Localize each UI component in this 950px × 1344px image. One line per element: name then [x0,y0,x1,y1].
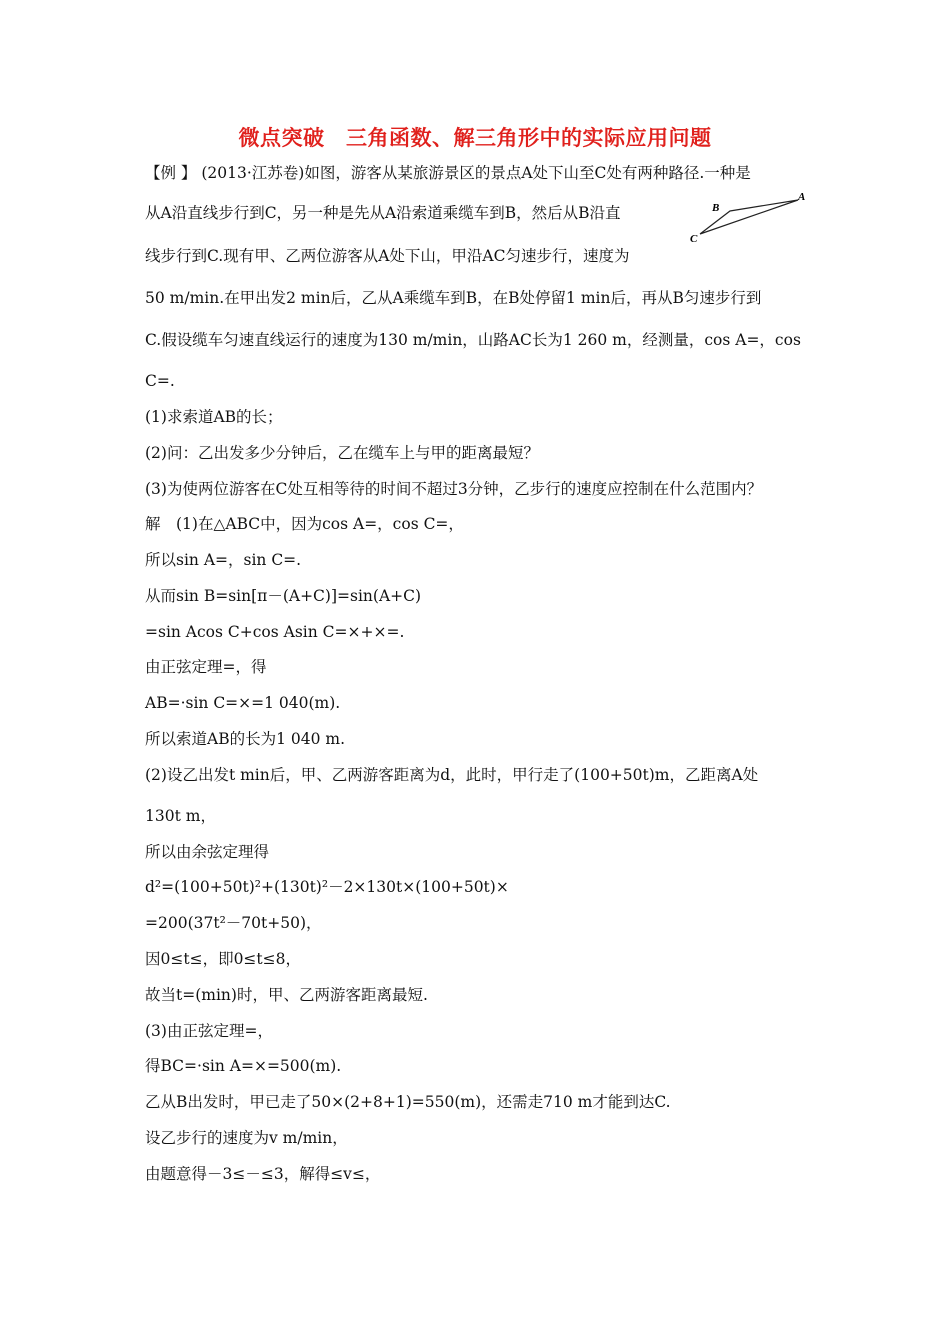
text-line: 得BC=·sin A=×=500(m). [145,1057,342,1075]
page-title: 微点突破 三角函数、解三角形中的实际应用问题 [238,126,712,150]
text-line: 【例 】 (2013·江苏卷)如图，游客从某旅游景区的景点A处下山至C处有两种路径.一种是 [145,164,751,182]
text-line: C.假设缆车匀速直线运行的速度为130 m/min，山路AC长为1 260 m，经测量，cos A=，cos [145,331,801,349]
text-line: (2)问：乙出发多少分钟后，乙在缆车上与甲的距离最短？ [145,444,539,462]
text-line: AB=·sin C=×=1 040(m). [145,694,341,712]
text-line: 所以由余弦定理得 [145,843,270,861]
text-line: (3)为使两位游客在C处互相等待的时间不超过3分钟，乙步行的速度应控制在什么范围内？ [145,480,763,498]
text-line: =sin Acos C+cos Asin C=×+×=. [145,623,405,641]
text-line: 130t m， [145,807,216,825]
text-line: 线步行到C.现有甲、乙两位游客从A处下山，甲沿AC匀速步行，速度为 [145,247,630,265]
text-line: 从A沿直线步行到C，另一种是先从A沿索道乘缆车到B，然后从B沿直 [145,204,621,222]
text-line: 因0≤t≤，即0≤t≤8， [145,950,301,968]
text-line: 由题意得－3≤－≤3，解得≤v≤， [145,1165,381,1183]
text-line: d²=(100+50t)²+(130t)²－2×130t×(100+50t)× [145,878,509,896]
triangle-diagram [690,188,815,246]
text-line: 从而sin B=sin[π－(A+C)]=sin(A+C) [145,587,422,605]
text-line: 50 m/min.在甲出发2 min后，乙从A乘缆车到B，在B处停留1 min后，再从B匀速步行到 [145,289,762,307]
text-line: 故当t=(min)时，甲、乙两游客距离最短. [145,986,428,1004]
text-line: C=. [145,372,175,390]
vertex-label-c: C [690,233,698,245]
vertex-label-a: A [798,191,806,203]
text-line: =200(37t²－70t+50)， [145,914,322,932]
text-line: (1)求索道AB的长； [145,408,283,426]
text-line: 所以索道AB的长为1 040 m. [145,730,346,748]
text-line: 乙从B出发时，甲已走了50×(2+8+1)=550(m)，还需走710 m才能到达C. [145,1093,671,1111]
text-line: (2)设乙出发t min后，甲、乙两游客距离为d，此时，甲行走了(100+50t)m，乙距离A处 [145,766,759,784]
text-line: 由正弦定理=，得 [145,658,267,676]
text-line: 解 (1)在△ABC中，因为cos A=，cos C=， [145,515,464,533]
text-line: (3)由正弦定理=， [145,1022,273,1040]
vertex-label-b: B [712,202,720,214]
text-line: 设乙步行的速度为v m/min， [145,1129,348,1147]
text-line: 所以sin A=，sin C=. [145,551,302,569]
